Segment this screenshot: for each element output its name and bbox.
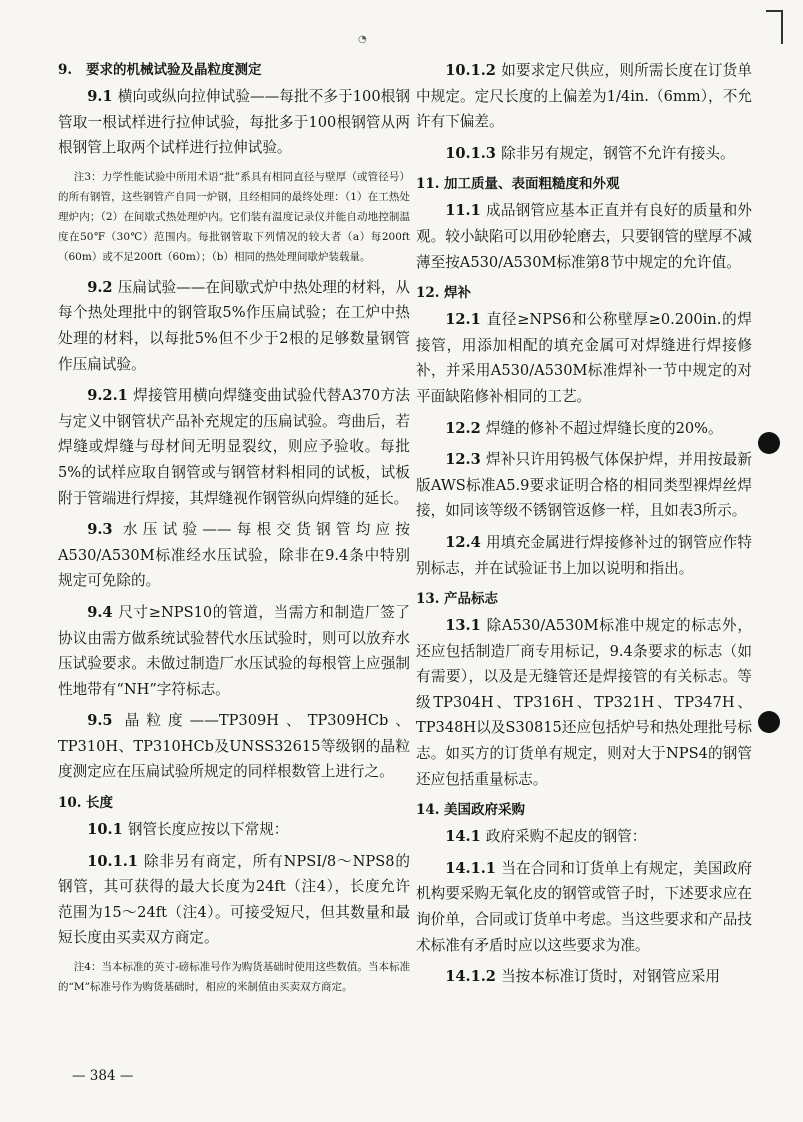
clause-12-1: 12.1 直径≥NPS6和公称壁厚≥0.200in.的焊接管，用添加相配的填充金属可对焊缝进行焊接修补，并采用A530/A530M标准焊补一节中规定的对平面缺陷修补相同的工艺。: [416, 311, 752, 405]
clause-12-4: 12.4 用填充金属进行焊接修补过的钢管应作特别标志，并在试验证书上加以说明和指出。: [416, 533, 752, 577]
punch-hole-icon: [758, 711, 780, 733]
clause-10-1-3: 10.1.3 除非另有规定，钢管不允许有接头。: [445, 144, 735, 162]
punch-hole-icon: [758, 432, 780, 454]
clause-9-5: 9.5 晶粒度——TP309H、TP309HCb、TP310H、TP310HCb及UNSS32615等级钢的晶粒度测定应在压扁试验所规定的同样根数管上进行之。: [58, 712, 410, 781]
section-11-heading: 11. 加工质量、表面粗糙度和外观: [416, 176, 620, 193]
section-14-heading: 14. 美国政府采购: [416, 802, 525, 819]
clause-12-2: 12.2 焊缝的修补不超过焊缝长度的20%。: [445, 419, 723, 437]
note-4: 注4：当本标准的英寸-磅标准号作为购货基础时使用这些数值。当本标准的“M”标准号作为购货基础时，相应的米制值由买卖双方商定。: [58, 961, 410, 994]
clause-9-2: 9.2 压扁试验——在间歇式炉中热处理的材料，从每个热处理批中的钢管取5%作压扁试验；在工炉中热处理的材料，以每批5%但不少于2根的足够数量钢管作压扁试验。: [58, 278, 410, 373]
clause-9-2-1: 9.2.1 焊接管用横向焊缝变曲试验代替A370方法与定义中钢管状产品补充规定的压扁试验。弯曲后，若焊缝或焊缝与母材间无明显裂纹，则应予验收。每批5%的试样应取自钢管或与钢管材料相同的试板，试板附于管端进行焊接，其焊缝视作钢管纵向焊缝的延长。: [58, 387, 410, 507]
note-3: 注3：力学性能试验中所用术语“批”系具有相同直径与壁厚（或管径号）的所有钢管，这些钢管产自同一炉钢，且经相同的最终处理：（1）在工热处理炉内；（2）在间歇式热处理炉内。它们装有温度记录仪并能自动地控制温度在50℉（30℃）范围内。每批钢管取下列情况的较大者（a）每200ft（60m）或不足200ft（60m）；（b）相同的热处理间歇炉装载量。: [58, 170, 410, 263]
crop-mark-vertical: [781, 10, 783, 44]
section-10-heading: 10. 长度: [58, 795, 113, 812]
section-9-heading: 9. 要求的机械试验及晶粒度测定: [58, 62, 262, 78]
clause-14-1: 14.1 政府采购不起皮的钢管：: [445, 828, 647, 846]
clause-14-1-2: 14.1.2 当按本标准订货时，对钢管应采用: [445, 968, 720, 986]
left-column: [58, 58, 410, 1005]
crop-mark-horizontal: [766, 10, 783, 12]
page-number: — 384 —: [72, 1068, 134, 1084]
section-13-heading: 13. 产品标志: [416, 591, 498, 608]
clause-12-3: 12.3 焊补只许用钨极气体保护焊，并用按最新版AWS标准A5.9要求证明合格的相同类型裸焊丝焊接，如同该等级不锈钢管返修一样，且如表3所示。: [416, 451, 752, 520]
clause-9-3: 9.3 水压试验——每根交货钢管均应按A530/A530M标准经水压试验，除非在9.4条中特别规定可免除的。: [58, 521, 410, 590]
clause-11-1: 11.1 成品钢管应基本正直并有良好的质量和外观。较小缺陷可以用砂轮磨去，只要钢管的壁厚不减薄至按A530/A530M标准第8节中规定的允许值。: [416, 202, 752, 271]
clause-10-1-1: 10.1.1 除非另有商定，所有NPSI/8～NPS8的钢管，其可获得的最大长度为24ft（注4），长度允许范围为15～24ft（注4）。可接受短尺，但其数量和最短长度由买卖双方商定。: [58, 852, 410, 947]
clause-14-1-1: 14.1.1 当在合同和订货单上有规定，美国政府机构要采购无氧化皮的钢管或管子时，下述要求应在询价单，合同或订货单中考虑。当这些要求和产品技术标准有矛盾时应以这些要求为准。: [416, 859, 752, 954]
clause-10-1: 10.1 钢管长度应按以下常规：: [87, 821, 289, 839]
right-column: [416, 58, 752, 996]
clause-13-1: 13.1 除A530/A530M标准中规定的标志外，还应包括制造厂商专用标记，9.4条要求的标志（如有需要），以及是无缝管还是焊接管的有关标志。等级TP304H、TP316H、TP321H、TP347H、TP348H以及S30815还应包括炉号和热处理批号标志。如买方的订货单有规定，则对大于NPS4的钢管还应包括重量标志。: [416, 617, 752, 788]
clause-9-1: 9.1 横向或纵向拉伸试验——每批不多于100根钢管取一根试样进行拉伸试验，每批多于100根钢管从两根钢管上取两个试样进行拉伸试验。: [58, 88, 410, 157]
section-12-heading: 12. 焊补: [416, 285, 471, 302]
clause-9-4: 9.4 尺寸≥NPS10的管道，当需方和制造厂签了协议由需方做系统试验替代水压试验时，则可以放弃水压试验要求。未做过制造厂水压试验的每根管上应强制性地带有“NH”字符标志。: [58, 603, 410, 698]
clause-10-1-2: 10.1.2 如要求定尺供应，则所需长度在订货单中规定。定尺长度的上偏差为1/4in.（6mm），不允许有下偏差。: [416, 62, 752, 131]
scan-mark-icon: ◔: [358, 34, 367, 45]
